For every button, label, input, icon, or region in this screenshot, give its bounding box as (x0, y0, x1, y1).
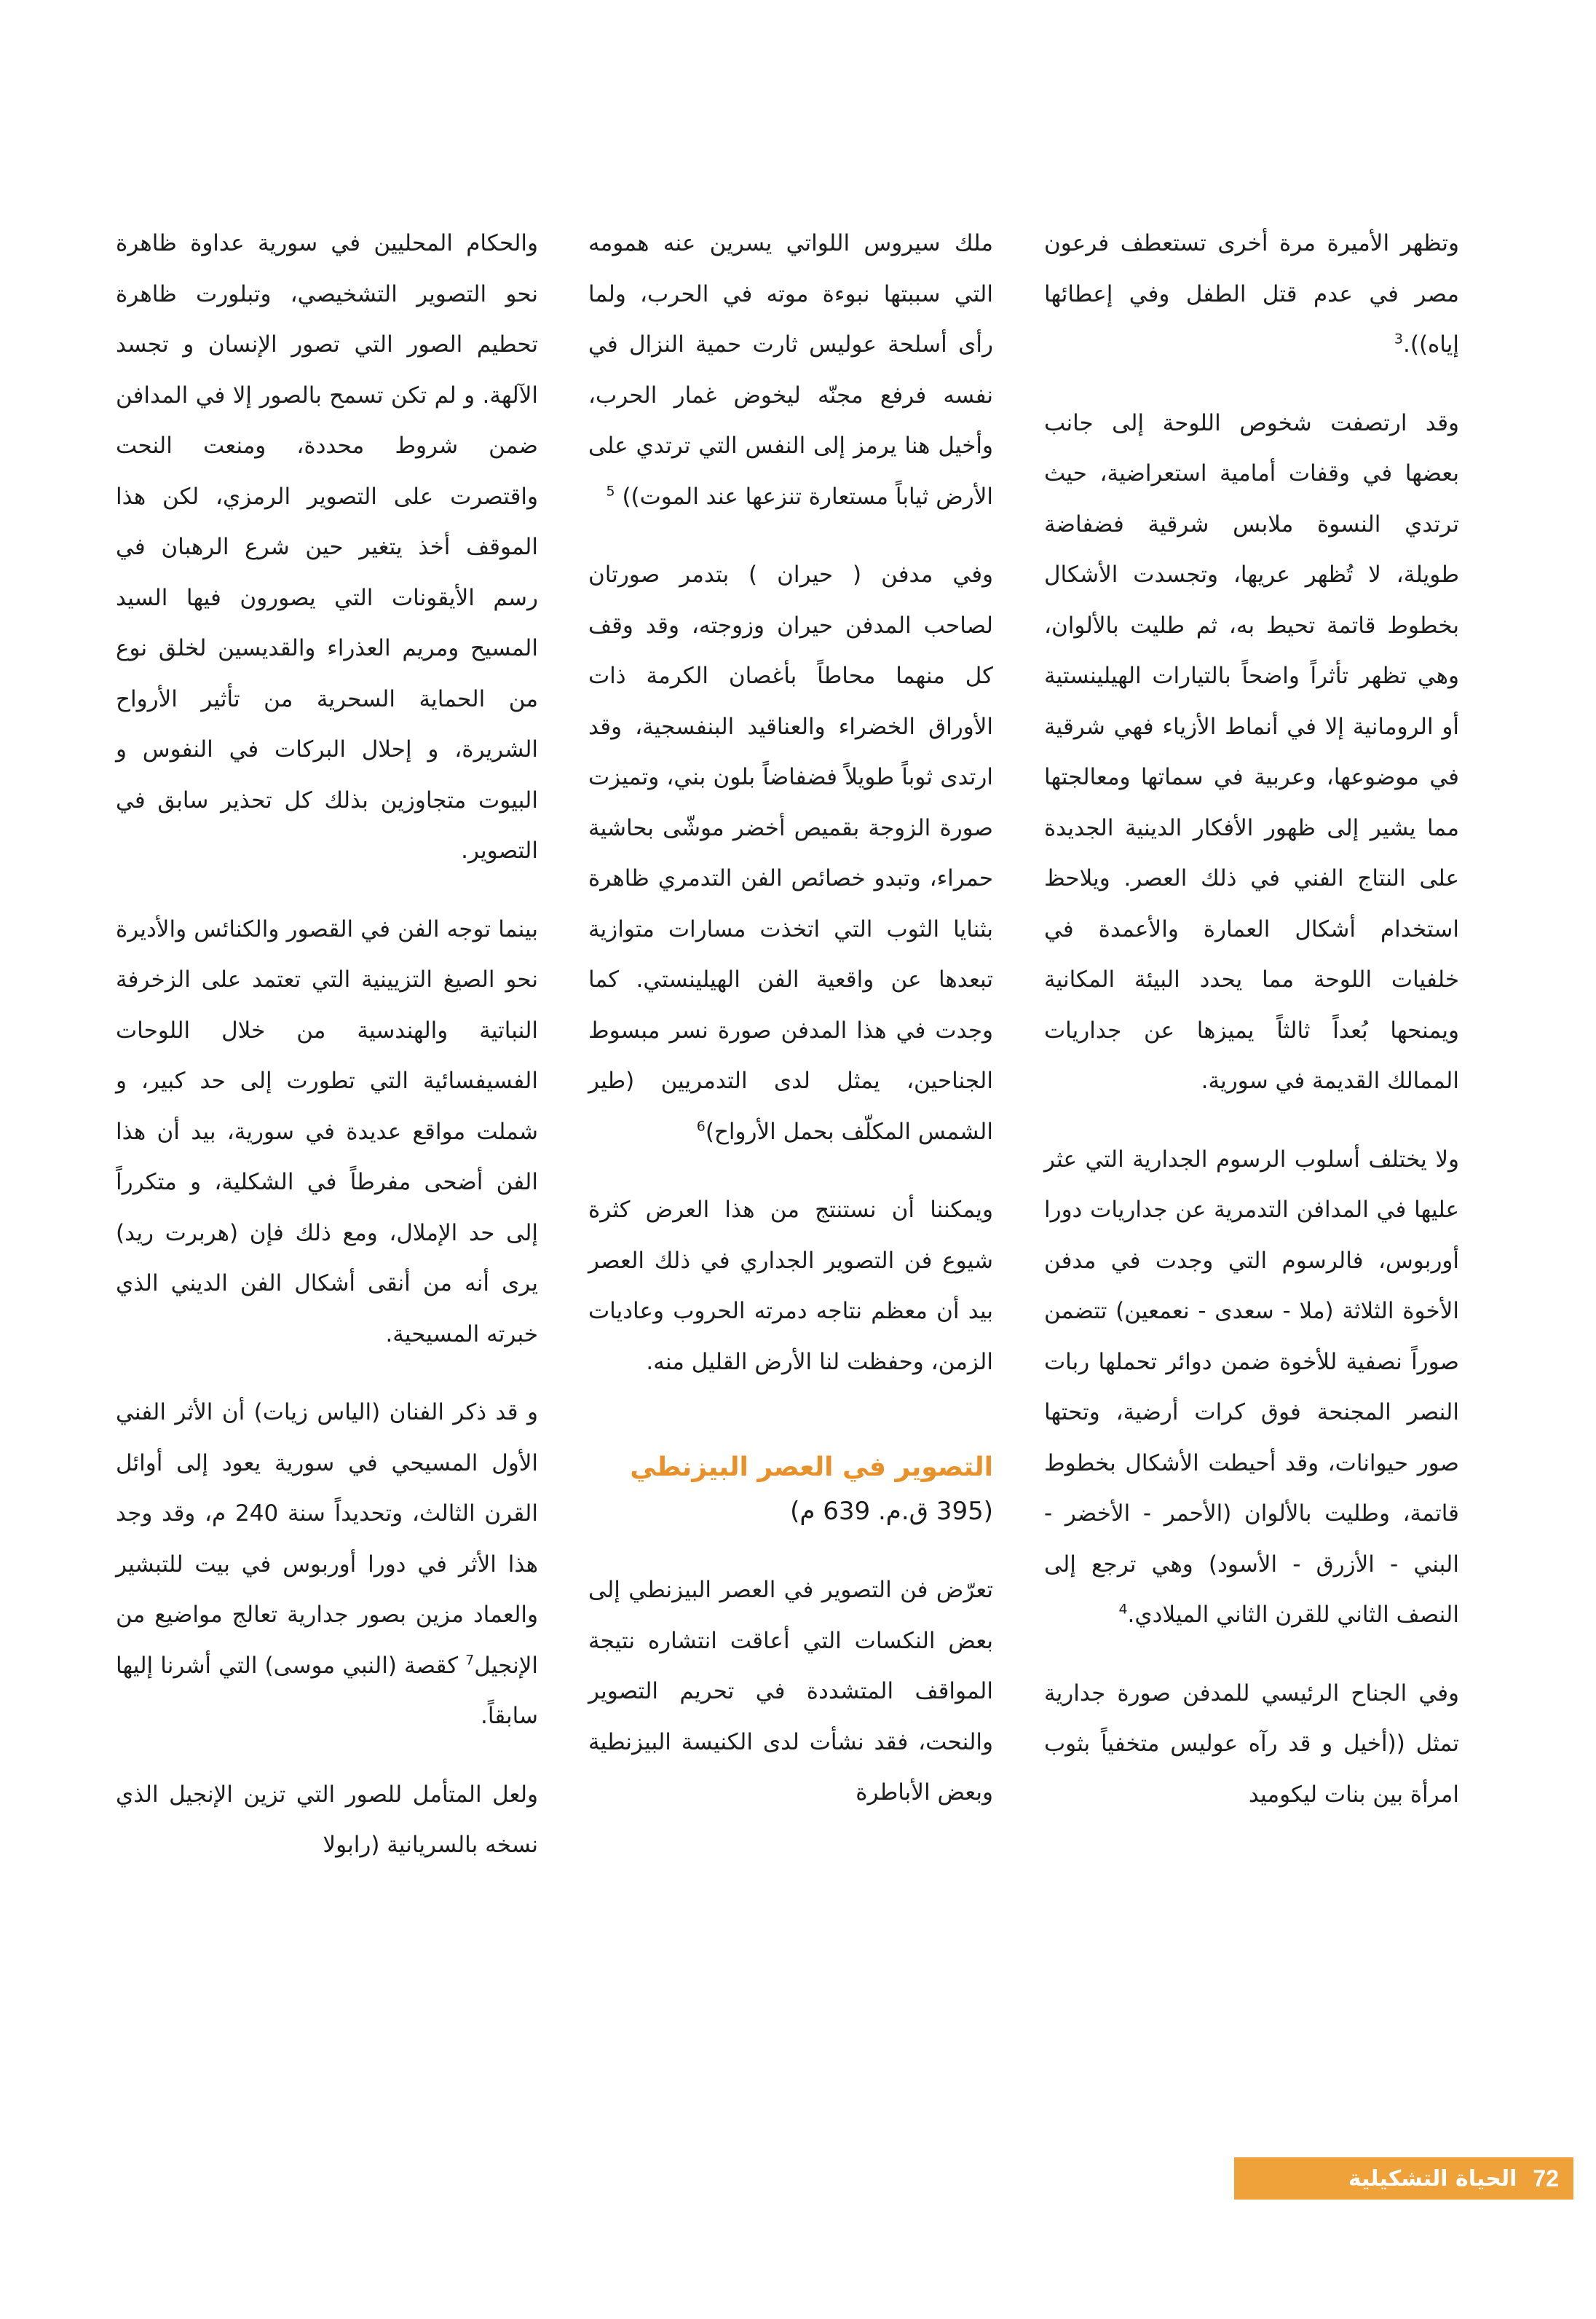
footnote-marker: 7 (465, 1652, 475, 1669)
paragraph-text: كقصة (النبي موسى) التي أشرنا إليها سابقاً. (116, 1652, 538, 1729)
section-date-range: (395 ق.م. 639 م) (790, 1497, 993, 1526)
paragraph (116, 218, 538, 877)
paragraph-text: وفي مدفن ( حيران ) بتدمر صورتان لصاحب المدفن حيران وزوجته، وقد وقف كل منهما محاطاً بأغصان الكرمة ذات الأوراق الخضراء والعناقيد البنفسجية، وقد ارتدى ثوباً طويلاً فضفاضاً بلون بني، وتميزت صورة الزوجة بقميص أخضر موشّى بحاشية حمراء، وتبدو خصائص الفن التدمري ظاهرة بثنايا الثوب التي اتخذت مسارات متوازية تبعدها عن واقعية الفن الهيلينستي. كما وجدت في هذا المدفن صورة نسر مبسوط الجناحين، يمثل لدى التدمريين (طير الشمس المكلّف بحمل الأرواح) (588, 562, 993, 1145)
paragraph-text: والحكام المحليين في سورية عداوة ظاهرة نحو التصوير التشخيصي، وتبلورت ظاهرة تحطيم الصور التي تصور الإنسان و تجسد الآلهة. و لم تكن تسمح بالصور إلا في المدافن ضمن شروط محددة، ومنعت النحت واقتصرت على التصوير الرمزي، لكن هذا الموقف أخذ يتغير حين شرع الرهبان في رسم الأيقونات التي يصورون فيها السيد المسيح ومريم العذراء والقديسين لخلق نوع من الحماية السحرية من تأثير الأرواح الشريرة، و إحلال البركات في النفوس و البيوت متجاوزين بذلك كل تحذير سابق في التصوير. (116, 230, 538, 864)
paragraph-text: ولا يختلف أسلوب الرسوم الجدارية التي عثر عليها في المدافن التدمرية عن جداريات دورا أوربوس، فالرسوم التي وجدت في مدفن الأخوة الثلاثة (ملا - سعدى - نعمعين) تتضمن صوراً نصفية للأخوة ضمن دوائر تحملها ربات النصر المجنحة فوق كرات أرضية، وتحتها صور حيوانات، وقد أحيطت الأشكال بخطوط قاتمة، وطليت بالألوان (الأحمر - الأخضر - البني - الأزرق - الأسود) وهي ترجع إلى النصف الثاني للقرن الثاني الميلادي. (1044, 1146, 1459, 1628)
footnote-marker: 5 (606, 483, 615, 500)
paragraph (1044, 1669, 1459, 1821)
page-footer-bar (1234, 2157, 1573, 2200)
article-column-left (116, 218, 538, 1899)
paragraph (588, 218, 993, 522)
paragraph (116, 1770, 538, 1871)
page-number: 72 (1533, 2165, 1559, 2192)
paragraph-text: وتظهر الأميرة مرة أخرى تستعطف فرعون مصر في عدم قتل الطفل وفي إعطائها إياه)). (1044, 230, 1459, 358)
article-column-middle (588, 218, 993, 1846)
paragraph (116, 1387, 538, 1742)
footnote-marker: 6 (696, 1118, 706, 1135)
paragraph (1044, 1135, 1459, 1641)
section-heading: التصوير في العصر البيزنطي (630, 1452, 993, 1482)
footnote-marker: 3 (1394, 331, 1404, 347)
paragraph-text: وفي الجناح الرئيسي للمدفن صورة جدارية تمثل ((أخيل و قد رآه عوليس متخفياً بثوب امرأة بين بنات ليكوميد (1044, 1680, 1459, 1808)
paragraph (588, 1185, 993, 1387)
paragraph-text: و قد ذكر الفنان (الياس زيات) أن الأثر الفني الأول المسيحي في سورية يعود إلى أوائل القرن الثالث، وتحديداً سنة 240 م، وقد وجد هذا الأثر في دورا أوربوس في بيت للتبشير والعماد مزين بصور جدارية تعالج مواضيع من الإنجيل (116, 1399, 538, 1679)
paragraph (1044, 398, 1459, 1107)
paragraph-text: وقد ارتصفت شخوص اللوحة إلى جانب بعضها في وقفات أمامية استعراضية، حيث ترتدي النسوة ملابس شرقية فضفاضة طويلة، لا تُظهر عريها، وتجسدت الأشكال بخطوط قاتمة تحيط به، ثم طليت بالألوان، وهي تظهر تأثراً واضحاً بالتيارات الهيلينستية أو الرومانية إلا في أنماط الأزياء فهي شرقية في موضوعها، وعربية في سماتها ومعالجتها مما يشير إلى ظهور الأفكار الدينية الجديدة على النتاج الفني في ذلك العصر. ويلاحظ استخدام أشكال العمارة والأعمدة في خلفيات اللوحة مما يحدد البيئة المكانية ويمنحها بُعداً ثالثاً يميزها عن جداريات الممالك القديمة في سورية. (1044, 409, 1459, 1094)
paragraph-text: ملك سيروس اللواتي يسرين عنه همومه التي سببتها نبوءة موته في الحرب، ولما رأى أسلحة عوليس ثارت حمية النزال في نفسه فرفع مجنّه ليخوض غمار الحرب، وأخيل هنا يرمز إلى النفس التي ترتدي على الأرض ثياباً مستعارة تنزعها عند الموت)) (588, 230, 993, 510)
paragraph (588, 550, 993, 1157)
paragraph (1044, 218, 1459, 371)
article-column-right (1044, 218, 1459, 1848)
footnote-marker: 4 (1118, 1601, 1128, 1618)
magazine-name: الحياة التشكيلية (1348, 2165, 1517, 2192)
paragraph-text: ولعل المتأمل للصور التي تزين الإنجيل الذي نسخه بالسريانية (رابولا (116, 1781, 538, 1858)
paragraph-text: بينما توجه الفن في القصور والكنائس والأديرة نحو الصيغ التزيينية التي تعتمد على الزخرفة النباتية والهندسية من خلال اللوحات الفسيفسائية التي تطورت إلى حد كبير، و شملت مواقع عديدة في سورية، بيد أن هذا الفن أضحى مفرطاً في الشكلية، و متكرراً إلى حد الإملال، ومع ذلك فإن (هربرت ريد) يرى أنه من أنقى أشكال الفن الديني الذي خبرته المسيحية. (116, 916, 538, 1347)
paragraph (588, 1565, 993, 1819)
paragraph (116, 905, 538, 1361)
paragraph-text: تعرّض فن التصوير في العصر البيزنطي إلى بعض النكسات التي أعاقت انتشاره نتيجة المواقف المتشددة في تحريم التصوير والنحت، فقد نشأت لدى الكنيسة البيزنطية وبعض الأباطرة (588, 1577, 993, 1806)
paragraph-text: ويمكننا أن نستنتج من هذا العرض كثرة شيوع فن التصوير الجداري في ذلك العصر بيد أن معظم نتاجه دمرته الحروب وعاديات الزمن، وحفظت لنا الأرض القليل منه. (588, 1197, 993, 1375)
